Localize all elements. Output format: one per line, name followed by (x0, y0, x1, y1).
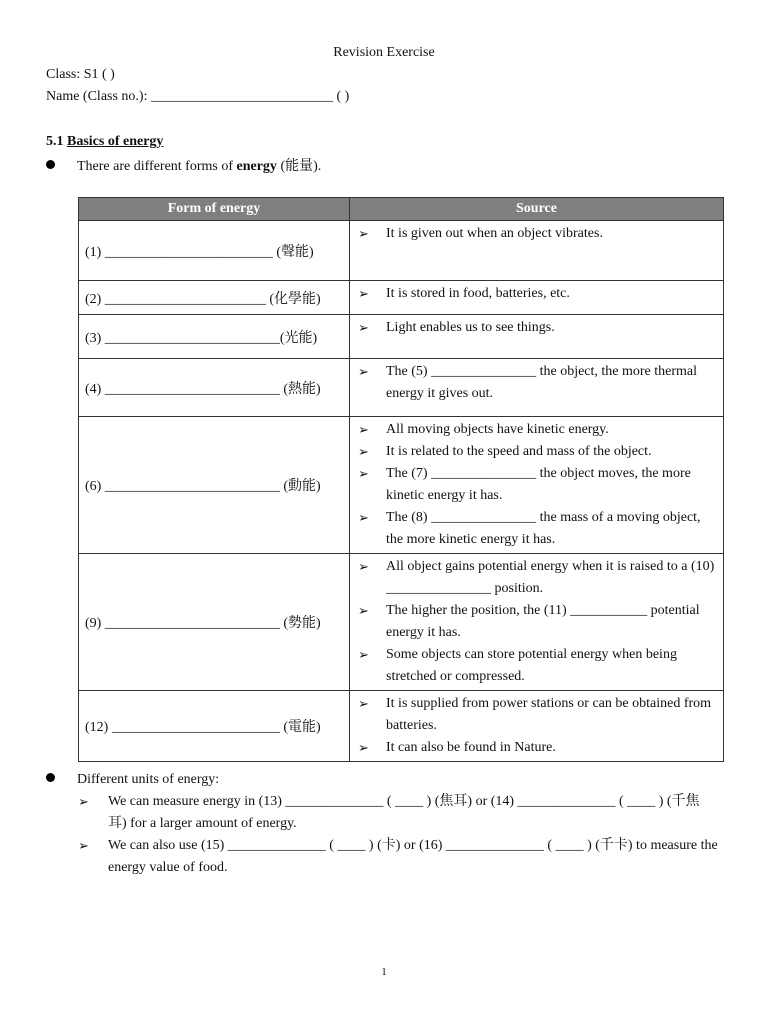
arrow-bullet-icon: ➢ (358, 510, 369, 525)
section-title: Basics of energy (67, 134, 164, 149)
units-item-text: We can measure energy in (13) ______________ ( ____ ) (焦耳) or (14) ______________ ( ____ ) (千焦耳) for a larger amount of energy. (108, 794, 700, 831)
table-row (79, 691, 724, 762)
arrow-bullet-icon: ➢ (358, 603, 369, 618)
form-cell: (9) _________________________ (勢能) (79, 554, 350, 691)
page-title: Revision Exercise (333, 45, 435, 60)
arrow-bullet-icon: ➢ (78, 838, 89, 853)
source-cell (350, 281, 724, 315)
table-row (79, 281, 724, 315)
table-row (79, 554, 724, 691)
arrow-bullet-icon: ➢ (358, 320, 369, 335)
form-cell: (4) _________________________ (熱能) (79, 359, 350, 417)
name-field: Name (Class no.): __________________________ ( ) (46, 89, 350, 104)
source-item (356, 441, 717, 463)
bullet-icon (46, 160, 55, 169)
form-cell: (6) _________________________ (動能) (79, 417, 350, 554)
arrow-bullet-icon: ➢ (358, 364, 369, 379)
source-cell (350, 359, 724, 417)
table-row (79, 417, 724, 554)
arrow-bullet-icon: ➢ (78, 794, 89, 809)
source-item (356, 556, 717, 600)
units-item (78, 835, 718, 879)
arrow-bullet-icon: ➢ (358, 444, 369, 459)
source-cell (350, 417, 724, 554)
source-text: The (8) _______________ the mass of a moving object, the more kinetic energy it has. (386, 510, 701, 547)
arrow-bullet-icon: ➢ (358, 647, 369, 662)
source-item (356, 317, 717, 339)
intro-suffix: (能量). (276, 159, 322, 174)
source-item (356, 600, 717, 644)
section-number: 5.1 (46, 134, 64, 149)
form-cell: (12) ________________________ (電能) (79, 691, 350, 762)
header-form: Form of energy (79, 198, 350, 221)
header-source: Source (350, 198, 724, 221)
source-text: All moving objects have kinetic energy. (386, 422, 609, 437)
units-bullet (46, 772, 219, 788)
section-heading (46, 134, 163, 150)
units-heading: Different units of energy: (77, 772, 220, 787)
source-item (356, 283, 717, 305)
arrow-bullet-icon: ➢ (358, 696, 369, 711)
energy-table (78, 197, 724, 762)
source-item (356, 644, 717, 688)
source-text: It is stored in food, batteries, etc. (386, 286, 570, 301)
source-text: The (7) _______________ the object moves, the more kinetic energy it has. (386, 466, 691, 503)
source-cell (350, 691, 724, 762)
source-text: It is given out when an object vibrates. (386, 226, 603, 241)
source-item (356, 737, 717, 759)
table-row (79, 221, 724, 281)
intro-prefix: There are different forms of (77, 159, 237, 174)
table-row (79, 315, 724, 359)
page-number: 1 (381, 966, 387, 978)
class-field: Class: S1 ( ) (46, 67, 115, 82)
form-cell: (1) ________________________ (聲能) (79, 221, 350, 281)
arrow-bullet-icon: ➢ (358, 286, 369, 301)
source-cell (350, 221, 724, 281)
table-header-row (79, 198, 724, 221)
units-item (78, 791, 718, 835)
source-item (356, 693, 717, 737)
arrow-bullet-icon: ➢ (358, 740, 369, 755)
source-item (356, 463, 717, 507)
table-row (79, 359, 724, 417)
source-item (356, 223, 717, 245)
arrow-bullet-icon: ➢ (358, 559, 369, 574)
intro-bold: energy (236, 159, 277, 174)
units-item-text: We can also use (15) ______________ ( ____ ) (卡) or (16) ______________ ( ____ ) (千卡) to measure the energy value of food. (108, 838, 718, 875)
source-text: The (5) _______________ the object, the more thermal energy it gives out. (386, 364, 698, 401)
source-text: It can also be found in Nature. (386, 740, 556, 755)
source-item (356, 507, 717, 551)
source-text: Some objects can store potential energy when being stretched or compressed. (386, 647, 677, 684)
source-text: The higher the position, the (11) ___________ potential energy it has. (386, 603, 700, 640)
arrow-bullet-icon: ➢ (358, 466, 369, 481)
source-cell (350, 554, 724, 691)
source-text: Light enables us to see things. (386, 320, 555, 335)
source-cell (350, 315, 724, 359)
form-cell: (2) _______________________ (化學能) (79, 281, 350, 315)
source-item (356, 361, 717, 405)
arrow-bullet-icon: ➢ (358, 226, 369, 241)
source-text: It is related to the speed and mass of the object. (386, 444, 652, 459)
intro-bullet (46, 155, 321, 175)
source-text: All object gains potential energy when it is raised to a (10) _______________ position. (386, 559, 715, 596)
source-text: It is supplied from power stations or can be obtained from batteries. (386, 696, 712, 733)
arrow-bullet-icon: ➢ (358, 422, 369, 437)
form-cell: (3) _________________________(光能) (79, 315, 350, 359)
bullet-icon (46, 773, 55, 782)
source-item (356, 419, 717, 441)
